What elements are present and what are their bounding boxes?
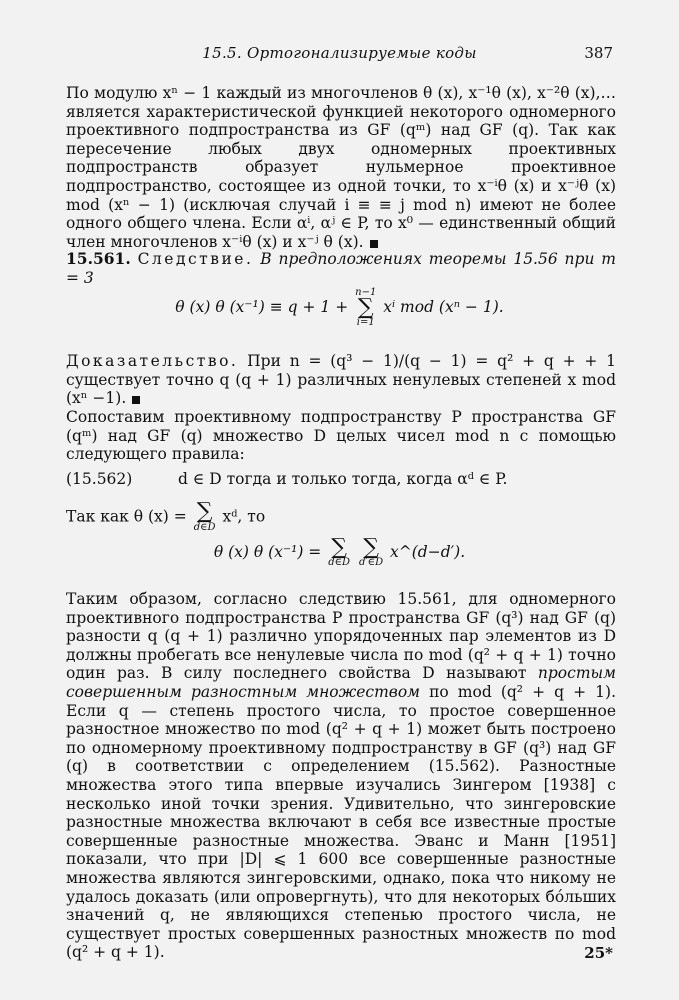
corollary-number: 15.561. <box>66 249 131 268</box>
sum-lower-limit: d∈D <box>328 557 351 568</box>
theta-definition-start: Так как θ (x) = <box>66 507 187 526</box>
page-number: 387 <box>584 44 613 62</box>
paragraph-intro-text: По модулю xⁿ − 1 каждый из многочленов θ (x), x⁻¹θ (x), x⁻²θ (x),… является характеристической функцией некоторого одномерного проективного подпространства из GF (qᵐ) над GF (q). Так как пересечение любых двух одномерных проективных подпространств образует нульмерное проективное подпространство, состоящее из одной точки, то x⁻ⁱθ (x) и x⁻ʲθ (x) mod (xⁿ − 1) (исключая случай i ≡ ≡ j mod n) имеют не более одного общего члена. Если αⁱ, αʲ ∈ P, то x⁰ — единственный общий член многочленов x⁻ⁱθ (x) и x⁻ʲ θ (x). <box>66 84 616 251</box>
corollary-text: В предположениях теоремы 15.56 при m = 3 <box>66 250 616 287</box>
sum-lower-limit: i=1 <box>356 317 375 328</box>
term-perfect-difference-set: простым совершенным разностным множеством <box>66 664 616 701</box>
proof <box>66 352 616 408</box>
paragraph-theta <box>66 499 616 533</box>
formula-1-left: θ (x) θ (x⁻¹) ≡ q + 1 + <box>175 298 349 316</box>
corollary <box>66 250 616 287</box>
paragraph-difference-sets-cont: по mod (q² + q + 1). Если q — степень простого числа, то простое совершенное разностное множество по mod (q² + q + 1) может быть построено по одномерному проективному подпространству в GF (q³) над GF (q) в соответствии с определением (15.562). Разностные множества этого типа впервые изучались Зингером [1938] с несколько иной точки зрения. Удивительно, что зингеровские разностные множества включают в себя все известные простые совершенные разностные множества. Эванс и Манн [1951] показали, что при |D| ⩽ 1 600 все совершенные разностные множества являются зингеровскими, однако, пока что никому не удалось доказать (или опровергнуть), что для некоторых бо́льших значений q, не являющихся степенью простого числа, не существует простых совершенных разностных множеств по mod (q² + q + 1). <box>66 682 616 962</box>
formula-corollary <box>0 288 679 328</box>
formula-2-left: θ (x) θ (x⁻¹) = <box>213 543 322 561</box>
paragraph-intro <box>66 84 616 251</box>
summation-symbol: ∑ d∈D <box>193 499 216 533</box>
paragraph-difference-sets <box>66 590 616 962</box>
proof-label: Доказательство. <box>66 352 239 370</box>
proof-text: При n = (q³ − 1)/(q − 1) = q² + q + + 1 существует точно q (q + 1) различных ненулевых степеней x mod (xⁿ −1). <box>66 352 616 408</box>
summation-symbol: ∑ d′∈D <box>359 535 384 568</box>
end-of-proof-square <box>370 240 378 248</box>
summation-symbol: n−1 ∑ i=1 <box>355 287 377 328</box>
corollary-label: Следствие. <box>137 250 254 268</box>
equation-number: (15.562) <box>66 470 133 488</box>
sum-upper-limit: n−1 <box>355 287 377 298</box>
formula-2-right: x^(d−d′). <box>390 543 466 561</box>
equation-body: d ∈ D тогда и только тогда, когда αᵈ ∈ P. <box>178 470 508 488</box>
paragraph-difference-sets-text: Таким образом, согласно следствию 15.561, для одномерного проективного подпространства P пространства GF (q³) над GF (q) разности q (q + 1) различно упорядоченных пар элементов из D должны пробегать все ненулевые числа по mod (q² + q + 1) точно один раз. В силу последнего свойства D называют <box>66 590 616 683</box>
summation-symbol: ∑ d∈D <box>328 535 351 568</box>
theta-definition-end: xᵈ, то <box>222 507 266 526</box>
formula-product <box>0 535 679 568</box>
sum-lower-limit: d∈D <box>193 521 216 533</box>
signature-mark: 25* <box>584 944 613 962</box>
sum-lower-limit: d′∈D <box>359 557 384 568</box>
paragraph-rule <box>66 408 616 464</box>
running-header-title: 15.5. Ортогонализируемые коды <box>202 44 477 62</box>
end-of-proof-square <box>132 396 140 404</box>
formula-1-right: xⁱ mod (xⁿ − 1). <box>383 298 504 316</box>
paragraph-rule-text: Сопоставим проективному подпространству P пространства GF (qᵐ) над GF (q) множество D целых чисел mod n с помощью следующего правила: <box>66 408 616 464</box>
